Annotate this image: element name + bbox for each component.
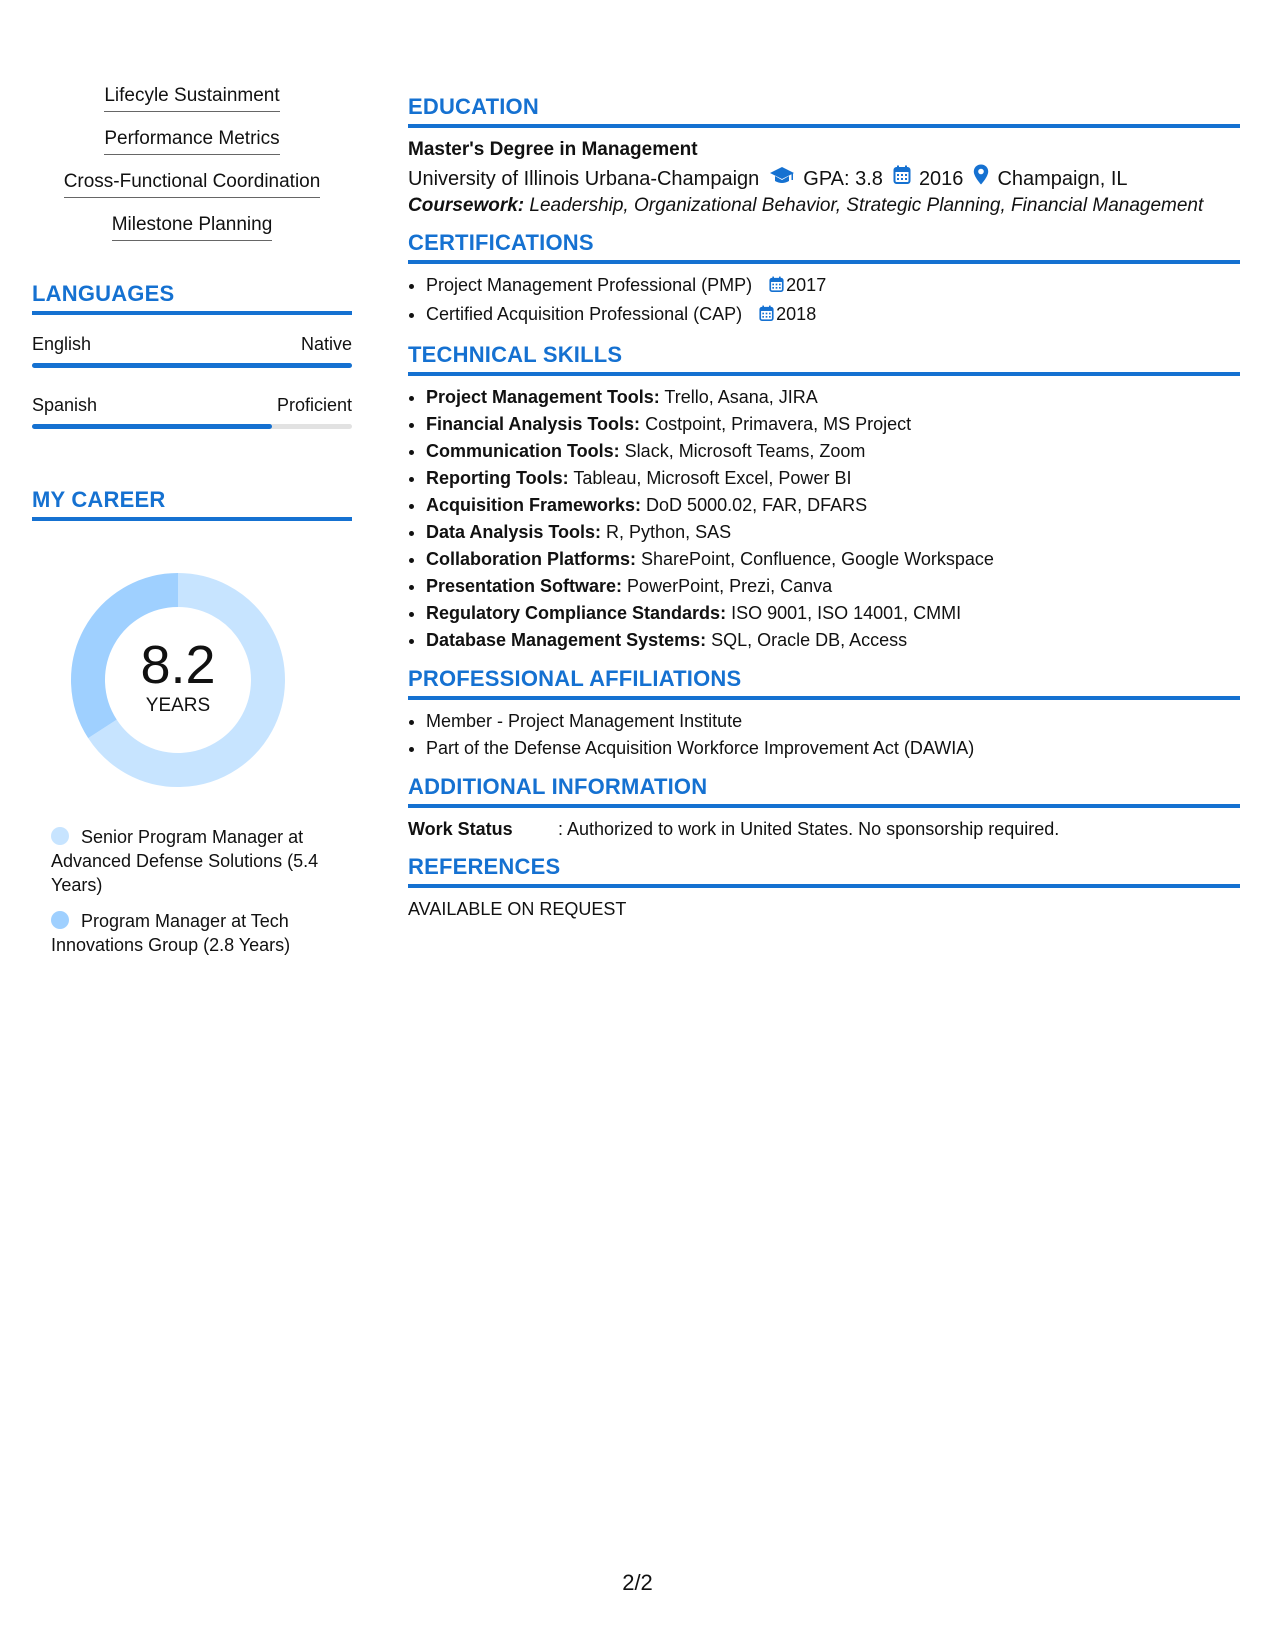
affiliation-item: • Member - Project Management Institute: [426, 708, 1240, 735]
skill-tags: [32, 84, 352, 241]
certification-year: 2018: [776, 304, 817, 324]
coursework: [408, 194, 1240, 218]
career-title: MY CAREER: [32, 487, 352, 521]
career-section: [32, 487, 352, 957]
career-years-unit: YEARS: [145, 695, 211, 716]
affiliation-item: • Part of the Defense Acquisition Workforce Improvement Act (DAWIA): [426, 735, 1240, 762]
career-role-text: Program Manager at Tech Innovations Group (2.8 Years): [51, 911, 291, 955]
skill-tag: Performance Metrics: [104, 127, 279, 155]
language-name: English: [32, 334, 92, 354]
skill-item: [426, 438, 1240, 465]
technical-skills-section: [408, 342, 1240, 654]
degree-name: Master's Degree in Management: [408, 139, 698, 160]
donut-center: [63, 565, 293, 795]
skill-tag: Cross-Functional Coordination: [64, 170, 321, 198]
language-proficiency-fill: [32, 424, 272, 429]
career-legend-item: [51, 825, 341, 897]
career-total-years: 8.2: [140, 635, 216, 695]
calendar-icon: [769, 274, 784, 301]
skill-tag: Lifecyle Sustainment: [104, 84, 279, 112]
calendar-icon: [893, 164, 911, 194]
coursework-list: Leadership, Organizational Behavior, Strategic Planning, Financial Management: [524, 195, 1204, 216]
skill-item: [426, 627, 1240, 654]
work-status-value: : Authorized to work in United States. No sponsorship required.: [558, 819, 1060, 839]
education-meta: [408, 164, 1240, 194]
certifications-list: [408, 272, 1240, 330]
skill-value: ISO 9001, ISO 14001, CMMI: [726, 603, 962, 623]
skill-label: Regulatory Compliance Standards:: [426, 603, 727, 623]
language-level: Proficient: [276, 395, 352, 415]
education-title: EDUCATION: [408, 94, 1240, 128]
skill-tag: Milestone Planning: [112, 213, 273, 241]
language-proficiency-bar: [32, 424, 352, 429]
school-location: Champaign, IL: [997, 168, 1128, 190]
skill-item: [426, 546, 1240, 573]
skill-label: Communication Tools:: [426, 441, 620, 461]
certifications-title: CERTIFICATIONS: [408, 230, 1240, 264]
skill-item: [426, 573, 1240, 600]
technical-skills-title: TECHNICAL SKILLS: [408, 342, 1240, 376]
language-item: [32, 333, 352, 368]
certification-year: 2017: [786, 275, 827, 295]
right-column: [408, 94, 1240, 934]
language-item: [32, 394, 352, 429]
skill-label: Acquisition Frameworks:: [426, 495, 642, 515]
language-level: Native: [300, 334, 352, 354]
skill-value: SQL, Oracle DB, Access: [706, 630, 908, 650]
legend-dot-icon: [51, 827, 69, 845]
skill-value: DoD 5000.02, FAR, DFARS: [641, 495, 868, 515]
certification-name: Project Management Professional (PMP): [426, 275, 753, 295]
skill-value: Tableau, Microsoft Excel, Power BI: [568, 468, 852, 488]
page-number: 2/2: [622, 1570, 653, 1595]
language-proficiency-fill: [32, 363, 352, 368]
skill-item: [426, 465, 1240, 492]
graduation-cap-icon: [769, 164, 795, 194]
left-column: [32, 84, 352, 969]
legend-dot-icon: [51, 911, 69, 929]
affiliations-section: [408, 666, 1240, 762]
skill-label: Data Analysis Tools:: [426, 522, 602, 542]
education-section: [408, 94, 1240, 218]
skill-value: PowerPoint, Prezi, Canva: [622, 576, 833, 596]
skill-label: Database Management Systems:: [426, 630, 707, 650]
language-proficiency-bar: [32, 363, 352, 368]
language-name: Spanish: [32, 395, 98, 415]
graduation-year: 2016: [918, 168, 964, 190]
skill-value: R, Python, SAS: [601, 522, 732, 542]
skill-item: [426, 519, 1240, 546]
skill-label: Collaboration Platforms:: [426, 549, 637, 569]
skill-item: [426, 492, 1240, 519]
skill-item: [426, 600, 1240, 627]
skill-value: Costpoint, Primavera, MS Project: [640, 414, 912, 434]
references-text: AVAILABLE ON REQUEST: [408, 899, 627, 919]
references-title: REFERENCES: [408, 854, 1240, 888]
affiliations-list: [408, 708, 1240, 762]
gpa: GPA: 3.8: [803, 168, 883, 190]
skill-label: Project Management Tools:: [426, 387, 660, 407]
technical-skills-list: [408, 384, 1240, 654]
skill-item: [426, 384, 1240, 411]
work-status-label: Work Status: [408, 819, 513, 839]
calendar-icon: [759, 303, 774, 330]
coursework-label: Coursework:: [408, 195, 525, 216]
career-legend-item: [51, 909, 341, 957]
skill-value: Trello, Asana, JIRA: [659, 387, 818, 407]
certification-item: [426, 301, 1240, 330]
additional-info-title: ADDITIONAL INFORMATION: [408, 774, 1240, 808]
school-name: University of Illinois Urbana-Champaign: [408, 168, 760, 190]
certifications-section: [408, 230, 1240, 330]
additional-info-section: [408, 774, 1240, 842]
affiliations-title: PROFESSIONAL AFFILIATIONS: [408, 666, 1240, 700]
skill-label: Financial Analysis Tools:: [426, 414, 641, 434]
skill-value: Slack, Microsoft Teams, Zoom: [619, 441, 866, 461]
skill-value: SharePoint, Confluence, Google Workspace: [636, 549, 994, 569]
career-role-text: Senior Program Manager at Advanced Defense Solutions (5.4 Years): [51, 827, 319, 895]
references-section: [408, 854, 1240, 922]
work-status-row: [408, 816, 1240, 842]
skill-item: [426, 411, 1240, 438]
career-legend: [51, 825, 341, 957]
skill-label: Reporting Tools:: [426, 468, 569, 488]
languages-title: LANGUAGES: [32, 281, 352, 315]
location-pin-icon: [973, 164, 989, 194]
career-donut-chart: [63, 565, 293, 795]
certification-item: [426, 272, 1240, 301]
skill-label: Presentation Software:: [426, 576, 623, 596]
certification-name: Certified Acquisition Professional (CAP): [426, 304, 743, 324]
